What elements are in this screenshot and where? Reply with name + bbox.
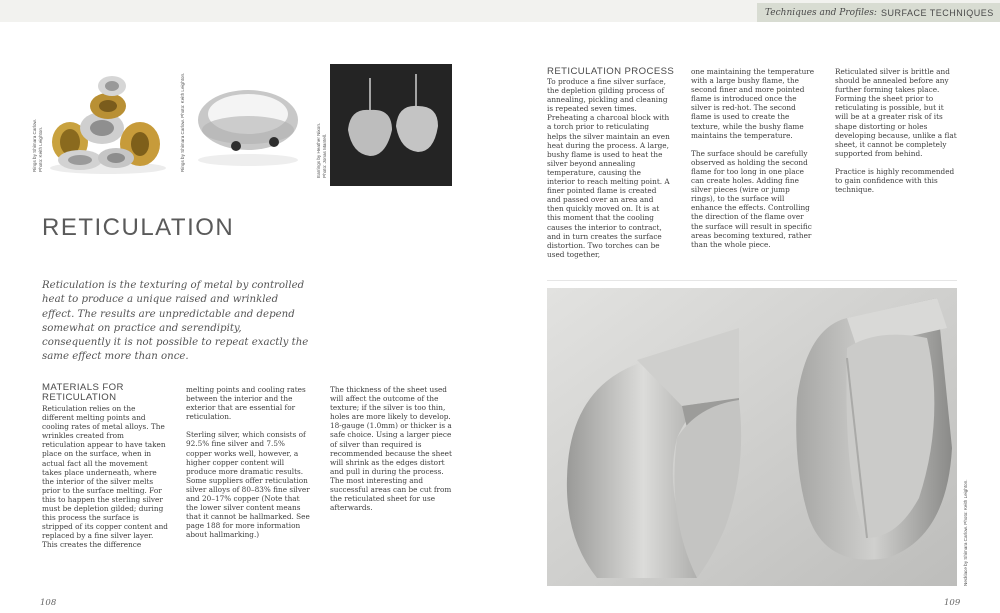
photo-caption-3: Earrings by Heather Nixon. Photo: Jonas Mantell. [316, 122, 327, 178]
intro-paragraph: Reticulation is the texturing of metal by controlled heat to produce a unique raised and wrinkled effect. The results are unpredictable and depend somewhat on practice and serendipity, consequently it is not possible to repeat exactly the same effect more than once. [42, 280, 309, 363]
materials-col-3 [330, 385, 456, 521]
materials-paragraph-4: The thickness of the sheet used will affect the outcome of the texture; if the silver is too thin, holes are more likely to develop. 18-gauge (1.0mm) or thicker is a safe choice. Using a larger piece of silver than required is recommended because the sheet will shrink as the edges distort and pull in during the process. The most interesting and successful areas can be cut from the reticulated sheet for use afterwards. [330, 385, 452, 513]
process-paragraph-2: one maintaining the temperature with a large bushy flame, the second finer and more pointed flame is introduced once the silver is red-hot. The second flame is used to create the texture, while the bushy flame maintains the temperature. [691, 67, 815, 140]
process-paragraph-4: Reticulated silver is brittle and should be annealed before any further forming takes place. Forming the sheet prior to reticulating is possible, but it will be at a greater risk of its shape distorting or holes developing because, unlike a flat sheet, it cannot be completely supported from behind. [835, 67, 957, 158]
materials-paragraph-3: Sterling silver, which consists of 92.5% fine silver and 7.5% copper works well, however, a higher copper content will produce more dramatic results. Some suppliers offer reticulation silver alloys of 80–83% fine silver and 20–17% copper (Note that the lower silver content means that it cannot be hallmarked. See page 188 for more information about hallmarking.) [186, 430, 310, 540]
section-divider [547, 280, 957, 281]
process-col-2 [691, 67, 815, 258]
process-paragraph-3: The surface should be carefully observed as holding the second flame for too long in one place can create holes. Adding fine silver pieces (wire or jump rings), to the surface will enhance the effects. Controlling the direction of the flame over the surface will result in specific areas becoming textured, rather than the whole piece. [691, 148, 812, 249]
materials-paragraph-1: Reticulation relies on the different melting points and cooling rates of metal alloys. The wrinkles created from reticulation appear to have taken place on the surface, when in actual fact all the movement takes place underneath, where the interior of the silver melts prior to the surface melting. For this to happen the sterling silver must be depletion gilded; during this process the surface is stripped of its copper content and replaced by a fine silver layer. This creates the difference [42, 404, 168, 550]
header-series: Techniques and Profiles: [765, 7, 877, 18]
header-topic: SURFACE TECHNIQUES [880, 7, 994, 18]
process-heading: RETICULATION PROCESS [547, 66, 675, 77]
running-header [757, 3, 1000, 22]
page-number-right: 109 [944, 598, 961, 608]
process-paragraph-5: Practice is highly recommended to gain confidence with this technique. [835, 166, 955, 195]
photo-stacked-rings [42, 66, 172, 176]
photo-silver-ring [190, 70, 305, 170]
page-title: RETICULATION [42, 214, 235, 241]
photo-caption-4: Necklace by Shimara Carlow. Photo: Keith Leighton. [963, 479, 968, 586]
materials-paragraph-2: melting points and cooling rates between the interior and the exterior that are essential for reticulation. [186, 385, 306, 422]
materials-heading: MATERIALS FOR RETICULATION [42, 382, 124, 403]
photo-earrings [330, 64, 452, 186]
materials-col-2 [186, 385, 312, 549]
page-number-left: 108 [40, 598, 57, 608]
process-col-1 [547, 77, 671, 268]
process-paragraph-1: To produce a fine silver surface, the depletion gilding process of annealing, pickling and cleaning is repeated seven times. Preheating a charcoal block with a torch prior to reticulating helps the silver maintain an even heat during the process. A large, bushy flame is used to heat the silver beyond annealing temperature, causing the interior to reach melting point. A finer pointed flame is created and passed over an area and then quickly moved on. It is at this moment that the cooling causes the interior to contract, and in turn creates the surface distortion. Two torches can be used together, [547, 77, 670, 259]
photo-large-rings [547, 288, 957, 586]
process-col-3 [835, 67, 959, 203]
materials-col-1 [42, 404, 168, 559]
photo-caption-2: Rings by Shimara Carlow. Photo: Keith Leighton. [180, 72, 185, 172]
photo-caption-1: Rings by Shimara Carlow. Photo: Keith Leighton. [32, 119, 43, 172]
